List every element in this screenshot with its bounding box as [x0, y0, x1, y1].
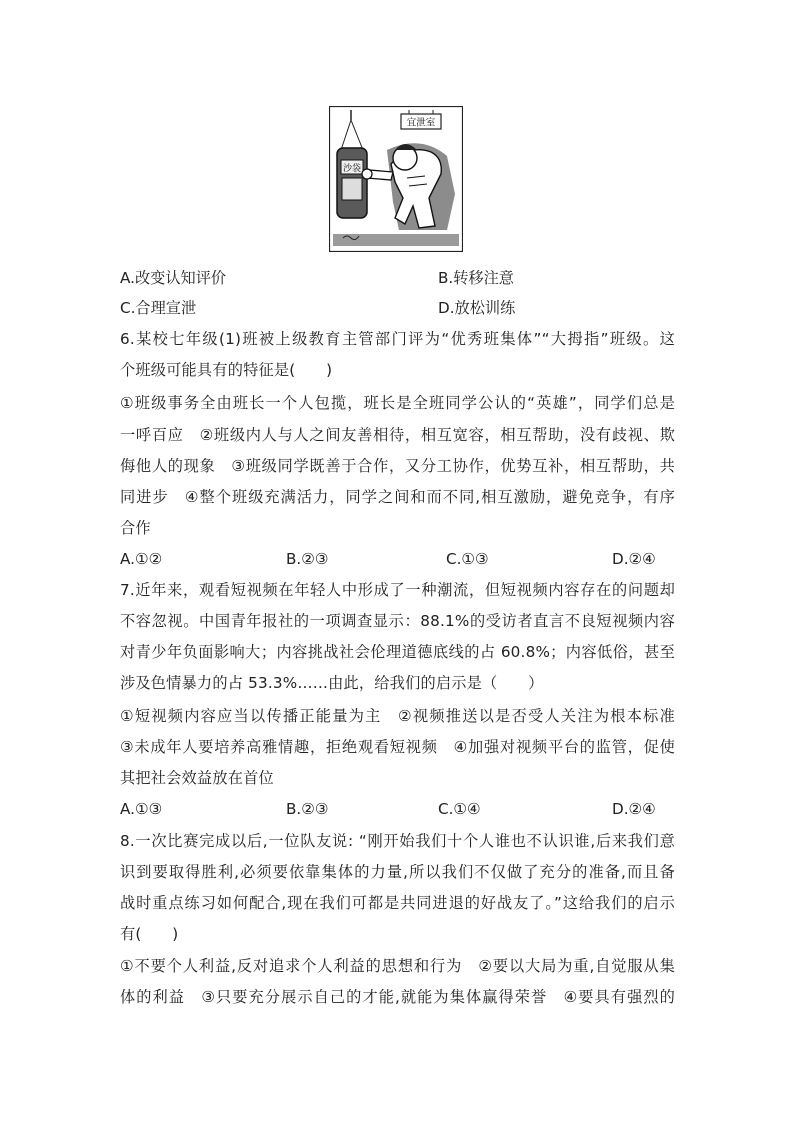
q7-line-1: 7.近年来，观看短视频在年轻人中形成了一种潮流，但短视频内容存在的问题却 [120, 581, 675, 599]
q8-line-2: 识到要取得胜利,必须要依靠集体的力量,所以我们不仅做了充分的准备,而且备 [120, 863, 675, 881]
q8-line-6: 体的利益 ③只要充分展示自己的才能,就能为集体赢得荣誉 ④要具有强烈的 [120, 988, 675, 1006]
q6-option-a: A.①② [120, 550, 163, 568]
q7-line-2: 不容忽视。中国青年报社的一项调查显示：88.1%的受访者直言不良短视频内容 [120, 612, 675, 630]
q6-option-d: D.②④ [612, 550, 656, 568]
q6-option-c: C.①③ [446, 550, 489, 568]
q6-line-1: 6.某校七年级(1)班被上级教育主管部门评为“优秀班集体”“大拇指”班级。这 [120, 330, 675, 348]
q7-option-c: C.①④ [438, 800, 481, 818]
q5-option-b: B.转移注意 [438, 269, 514, 287]
q5-option-a: A.改变认知评价 [120, 269, 227, 287]
q7-line-5: ①短视频内容应当以传播正能量为主 ②视频推送以是否受人关注为根本标准 [120, 707, 675, 725]
cartoon-illustration [329, 106, 463, 252]
q7-option-d: D.②④ [612, 800, 656, 818]
q8-line-1: 8.一次比赛完成以后,一位队友说: “刚开始我们十个人谁也不认识谁,后来我们意 [120, 832, 675, 850]
q6-option-b: B.②③ [286, 550, 329, 568]
q6-line-3: ①班级事务全由班长一个人包揽，班长是全班同学公认的“英雄”，同学们总是 [120, 394, 675, 412]
q7-line-7: 其把社会效益放在首位 [120, 769, 274, 787]
q6-line-5: 侮他人的现象 ③班级同学既善于合作，又分工协作，优势互补，相互帮助，共 [120, 457, 675, 475]
q7-line-4: 涉及色情暴力的占 53.3%……由此，给我们的启示是（ ） [120, 674, 544, 692]
q8-line-3: 战时重点练习如何配合,现在我们可都是共同进退的好战友了。”这给我们的启示 [120, 894, 675, 912]
q5-option-d: D.放松训练 [438, 299, 516, 317]
q8-line-4: 有( ) [120, 925, 179, 943]
q5-option-c: C.合理宣泄 [120, 299, 197, 317]
q7-option-a: A.①③ [120, 800, 163, 818]
q6-line-2: 个班级可能具有的特征是( ) [120, 361, 333, 379]
q6-line-7: 合作 [120, 519, 151, 537]
sign-label: 宜泄室 [406, 117, 436, 129]
q7-line-3: 对青少年负面影响大；内容挑战社会伦理道德底线的占 60.8%；内容低俗，甚至 [120, 643, 675, 661]
q6-line-4: 一呼百应 ②班级内人与人之间友善相待，相互宽容，相互帮助，没有歧视、欺 [120, 426, 675, 444]
bag-label: 沙袋 [342, 164, 362, 174]
q8-line-5: ①不要个人利益,反对追求个人利益的思想和行为 ②要以大局为重,自觉服从集 [120, 957, 675, 975]
q6-line-6: 同进步 ④整个班级充满活力，同学之间和而不同,相互激励，避免竞争，有序 [120, 488, 675, 506]
q7-option-b: B.②③ [286, 800, 329, 818]
q7-line-6: ③未成年人要培养高雅情趣，拒绝观看短视频 ④加强对视频平台的监管，促使 [120, 738, 675, 756]
